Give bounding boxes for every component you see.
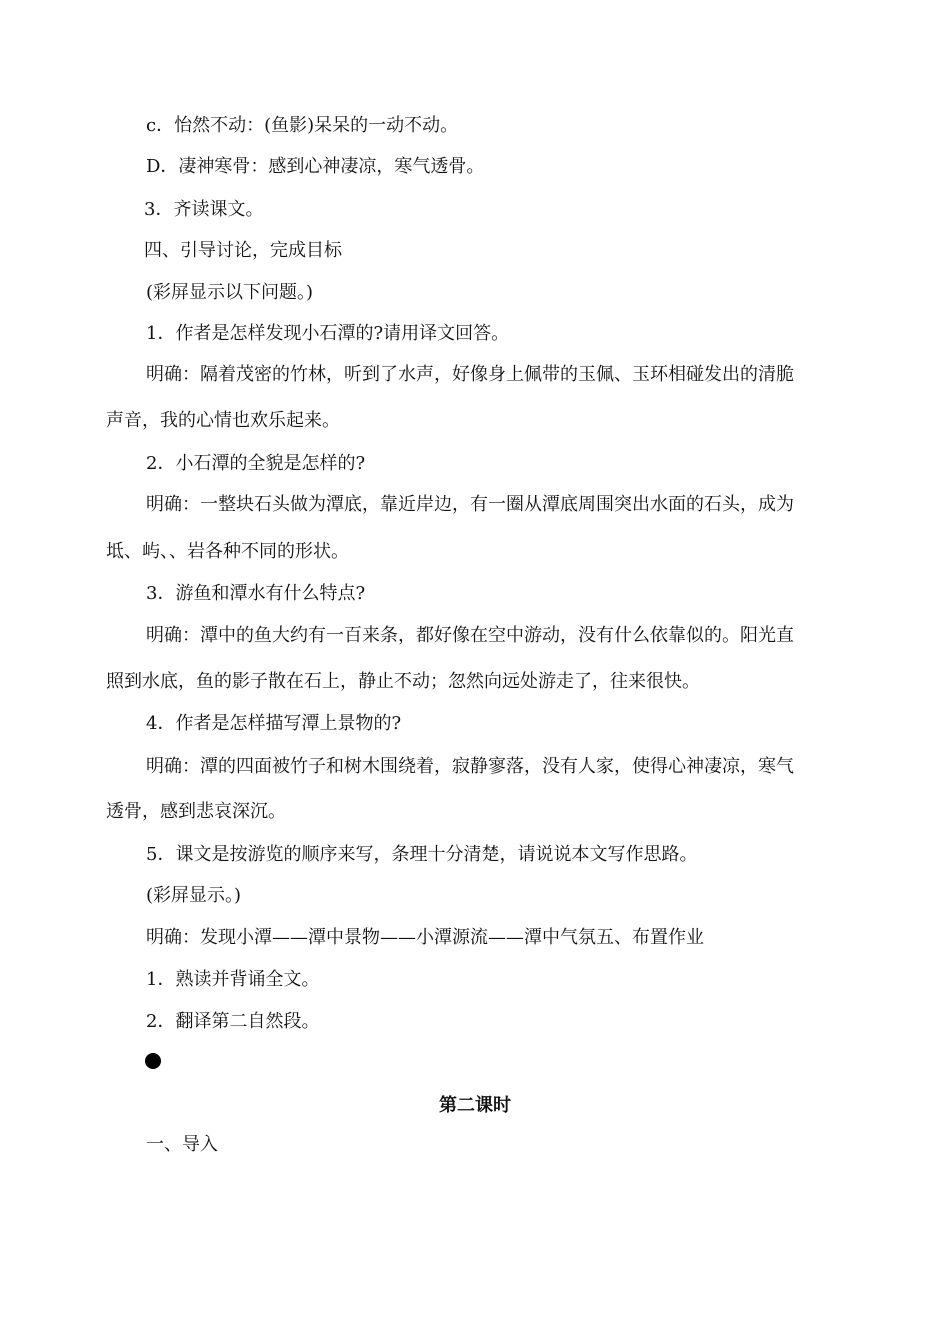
- answer-line: 明确：潭的四面被竹子和树木围绕着，寂静寥落，没有人家，使得心神凄凉，寒气: [146, 756, 794, 777]
- answer-line: 明确：隔着茂密的竹林，听到了水声，好像身上佩带的玉佩、玉环相碰发出的清脆: [146, 364, 794, 385]
- homework-item: 2．翻译第二自然段。: [146, 1011, 320, 1032]
- answer-line: 透骨，感到悲哀深沉。: [106, 801, 286, 822]
- answer-line: 明确：潭中的鱼大约有一百来条，都好像在空中游动，没有什么依靠似的。阳光直: [146, 625, 794, 646]
- answer-line: 坻、屿、、岩各种不同的形状。: [106, 541, 349, 562]
- answer-line: 明确：发现小潭——潭中景物——小潭源流——潭中气氛五、布置作业: [146, 927, 704, 948]
- section-heading: 一、导入: [146, 1134, 218, 1155]
- question-line: 3．游鱼和潭水有什么特点?: [146, 583, 366, 604]
- text-line: D．凄神寒骨：感到心神凄凉，寒气透骨。: [146, 156, 485, 177]
- homework-item: 1．熟读并背诵全文。: [146, 969, 320, 990]
- text-line: c．怡然不动：(鱼影)呆呆的一动不动。: [146, 115, 459, 136]
- section-title: 第二课时: [439, 1095, 511, 1116]
- question-line: 5．课文是按游览的顺序来写，条理十分清楚，请说说本文写作思路。: [146, 844, 698, 865]
- text-line: (彩屏显示。): [146, 885, 242, 906]
- bullet-icon: [145, 1053, 161, 1069]
- section-heading: 四、引导讨论，完成目标: [144, 240, 342, 261]
- question-line: 4．作者是怎样描写潭上景物的?: [146, 713, 402, 734]
- question-line: 2．小石潭的全貌是怎样的?: [146, 453, 366, 474]
- answer-line: 明确：一整块石头做为潭底，靠近岸边，有一圈从潭底周围突出水面的石头，成为: [146, 494, 794, 515]
- answer-line: 声音，我的心情也欢乐起来。: [106, 410, 340, 431]
- text-line: 3．齐读课文。: [144, 199, 264, 220]
- answer-line: 照到水底，鱼的影子散在石上，静止不动；忽然向远处游走了，往来很快。: [106, 671, 700, 692]
- text-line: (彩屏显示以下问题。): [146, 282, 314, 303]
- question-line: 1．作者是怎样发现小石潭的?请用译文回答。: [146, 323, 510, 344]
